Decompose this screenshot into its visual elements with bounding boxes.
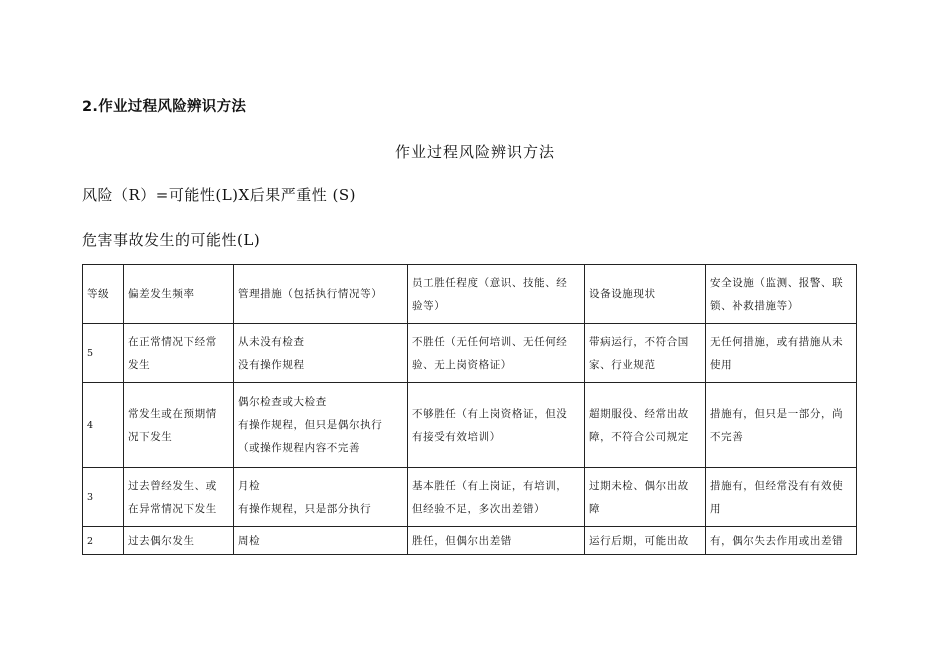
grade-cell: 4: [83, 383, 124, 468]
table-row: [83, 468, 857, 527]
equipment-cell: 超期服役、经常出故 障，不符合公司规定: [585, 383, 706, 468]
competence-cell: 不够胜任（有上岗资格证，但没 有接受有效培训）: [408, 383, 585, 468]
likelihood-table: [82, 264, 857, 555]
management-cell: 从未没有检查 没有操作规程: [234, 324, 408, 383]
table-row: [83, 383, 857, 468]
header-grade: 等级: [83, 265, 124, 324]
frequency-cell: 在正常情况下经常 发生: [124, 324, 234, 383]
safety-cell: 有，偶尔失去作用或出差错: [706, 527, 857, 555]
competence-cell: 不胜任（无任何培训、无任何经 验、无上岗资格证）: [408, 324, 585, 383]
management-cell: 偶尔检查或大检查 有操作规程，但只是偶尔执行 （或操作规程内容不完善: [234, 383, 408, 468]
safety-cell: 措施有，但只是一部分，尚 不完善: [706, 383, 857, 468]
frequency-cell: 常发生或在预期情 况下发生: [124, 383, 234, 468]
likelihood-subheading: 危害事故发生的可能性(L): [82, 231, 261, 249]
document-title: 作业过程风险辨识方法: [394, 143, 555, 161]
management-cell: 月检 有操作规程，只是部分执行: [234, 468, 408, 527]
equipment-cell: 带病运行，不符合国 家、行业规范: [585, 324, 706, 383]
grade-cell: 5: [83, 324, 124, 383]
header-safety-facilities: 安全设施（监测、报警、联 锁、补救措施等）: [706, 265, 857, 324]
section-heading: 2.作业过程风险辨识方法: [82, 99, 247, 115]
competence-cell: 基本胜任（有上岗证，有培训， 但经验不足，多次出差错）: [408, 468, 585, 527]
header-staff-competence: 员工胜任程度（意识、技能、经 验等）: [408, 265, 585, 324]
header-management-measures: 管理措施（包括执行情况等）: [234, 265, 408, 324]
table-row: [83, 324, 857, 383]
safety-cell: 无任何措施，或有措施从未 使用: [706, 324, 857, 383]
grade-cell: 3: [83, 468, 124, 527]
frequency-cell: 过去曾经发生、或 在异常情况下发生: [124, 468, 234, 527]
risk-formula: 风险（R）=可能性(L)X后果严重性 (S): [82, 186, 356, 204]
table-row: [83, 527, 857, 555]
table-header-row: [83, 265, 857, 324]
grade-cell: 2: [83, 527, 124, 555]
equipment-cell: 运行后期，可能出故: [585, 527, 706, 555]
competence-cell: 胜任，但偶尔出差错: [408, 527, 585, 555]
management-cell: 周检: [234, 527, 408, 555]
header-deviation-frequency: 偏差发生频率: [124, 265, 234, 324]
safety-cell: 措施有，但经常没有有效使 用: [706, 468, 857, 527]
frequency-cell: 过去偶尔发生: [124, 527, 234, 555]
equipment-cell: 过期未检、偶尔出故 障: [585, 468, 706, 527]
header-equipment-status: 设备设施现状: [585, 265, 706, 324]
